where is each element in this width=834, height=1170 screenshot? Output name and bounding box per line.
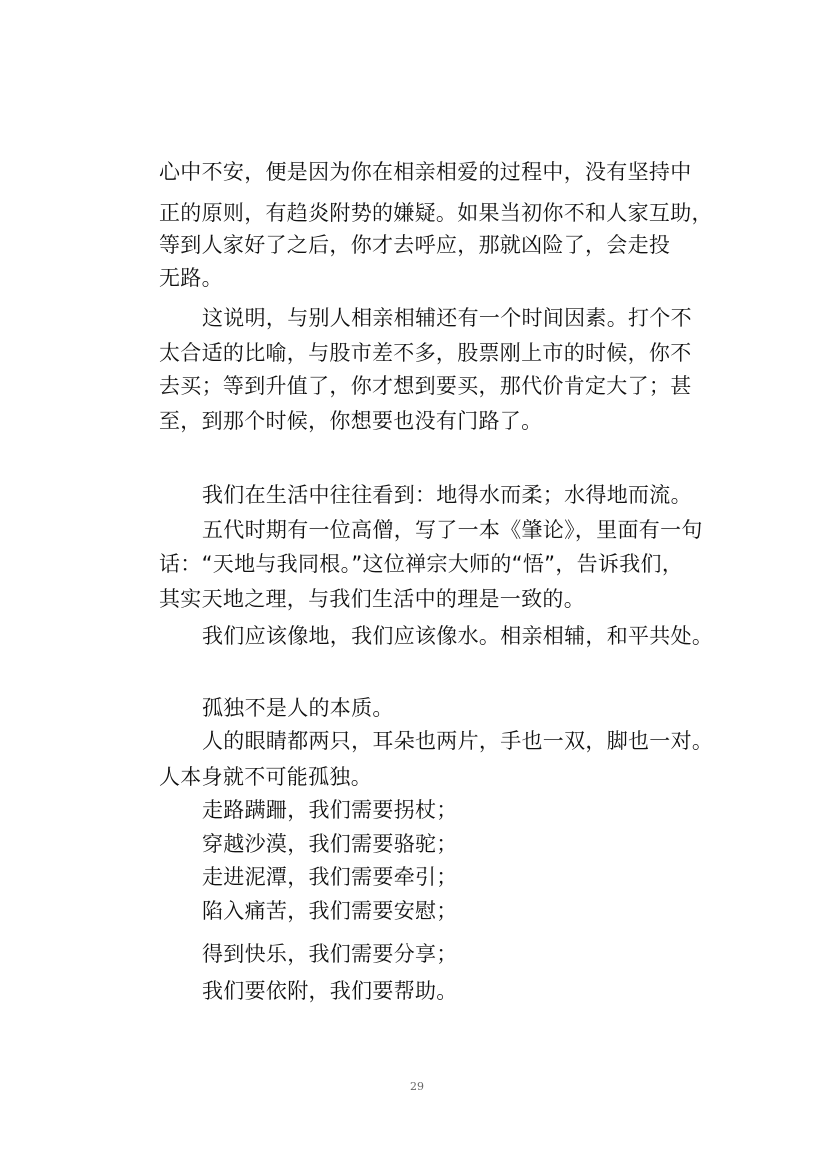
text-line: 话：“天地与我同根。”这位禅宗大师的“悟”，告诉我们，	[159, 552, 684, 576]
text-line: 心中不安，便是因为你在相亲相爱的过程中，没有坚持中	[159, 160, 692, 184]
text-line: 得到快乐，我们需要分享；	[202, 942, 458, 966]
text-line: 至，到那个时候，你想要也没有门路了。	[159, 409, 543, 433]
text-line: 陷入痛苦，我们需要安慰；	[202, 899, 458, 923]
text-line: 我们应该像地，我们应该像水。相亲相辅，和平共处。	[202, 624, 714, 648]
text-line: 人本身就不可能孤独。	[159, 765, 372, 789]
text-line: 其实天地之理，与我们生活中的理是一致的。	[159, 587, 585, 611]
text-line: 去买；等到升值了，你才想到要买，那代价肯定大了；甚	[159, 374, 692, 398]
text-line: 走进泥潭，我们需要牵引；	[202, 865, 458, 889]
text-line: 穿越沙漠，我们需要骆驼；	[202, 832, 458, 856]
text-line: 太合适的比喻，与股市差不多，股票刚上市的时候，你不	[159, 341, 692, 365]
text-line: 五代时期有一位高僧，写了一本《肇论》，里面有一句	[202, 518, 703, 542]
text-line: 正的原则，有趋炎附势的嫌疑。如果当初你不和人家互助，	[159, 201, 713, 225]
text-line: 这说明，与别人相亲相辅还有一个时间因素。打个不	[202, 306, 692, 330]
text-line: 我们在生活中往往看到：地得水而柔；水得地而流。	[202, 483, 692, 507]
text-line: 走路蹒跚，我们需要拐杖；	[202, 798, 458, 822]
page-number: 29	[410, 1080, 424, 1093]
text-line: 孤独不是人的本质。	[202, 696, 394, 720]
text-line: 等到人家好了之后，你才去呼应，那就凶险了，会走投	[159, 233, 671, 257]
text-line: 无路。	[159, 266, 223, 290]
text-line: 我们要依附，我们要帮助。	[202, 979, 458, 1003]
text-line: 人的眼睛都两只，耳朵也两片，手也一双，脚也一对。	[202, 729, 714, 753]
